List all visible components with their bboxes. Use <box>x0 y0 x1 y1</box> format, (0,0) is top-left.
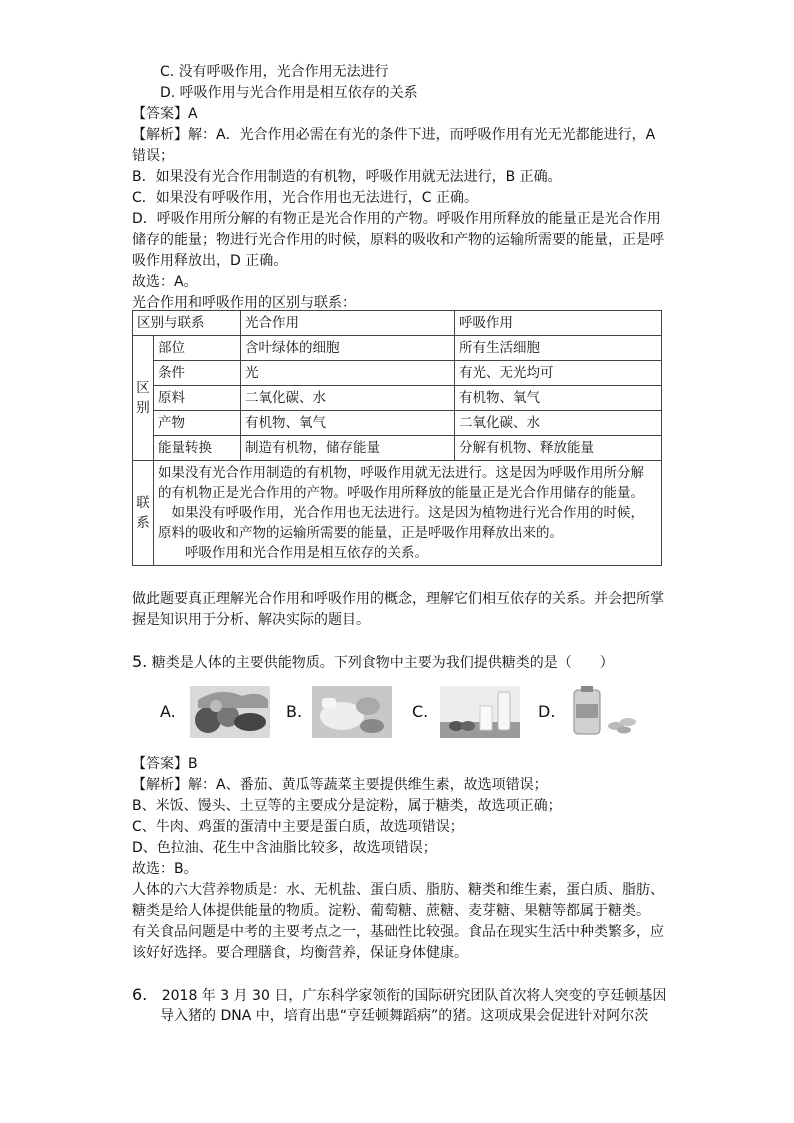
table-cell: 制造有机物，储存能量 <box>241 436 455 461</box>
table-cell: 有机物、氧气 <box>455 386 662 411</box>
analysis-line: C．如果没有呼吸作用，光合作用也无法进行，C 正确。 <box>132 190 478 206</box>
conclusion-line: 握是知识用于分析、解决实际的题目。 <box>132 612 370 628</box>
conclusion-line: 做此题要真正理解光合作用和呼吸作用的概念，理解它们相互依存的关系。并会把所掌 <box>132 591 664 607</box>
question-text: 糖类是人体的主要供能物质。下列食物中主要为我们提供糖类的是（ ） <box>151 655 614 671</box>
question-text: 2018 年 3 月 30 日，广东科学家领衔的国际研究团队首次将人突变的亨廷顿基因 <box>161 988 667 1004</box>
analysis-line: 有关食品问题是中考的主要考点之一，基础性比较强。食品在现实生活中种类繁多，应 <box>132 924 664 940</box>
table-cell: 有机物、氧气 <box>241 411 455 436</box>
analysis-line: 糖类是给人体提供能量的物质。淀粉、葡萄糖、蔗糖、麦芽糖、果糖等都属于糖类。 <box>132 903 650 919</box>
question-5-stem <box>132 652 614 673</box>
analysis-line: B．如果没有光合作用制造的有机物，呼吸作用就无法进行，B 正确。 <box>132 169 562 185</box>
analysis-line: 储存的能量；物进行光合作用的时候，原料的吸收和产物的运输所需要的能量，正是呼 <box>132 232 664 248</box>
analysis-line: C、牛肉、鸡蛋的蛋清中主要是蛋白质，故选项错误； <box>132 819 464 835</box>
table-cell: 二氧化碳、水 <box>241 386 455 411</box>
question-number: 6. <box>132 985 148 1004</box>
table-cell: 分解有机物、释放能量 <box>455 436 662 461</box>
option-d: D. 呼吸作用与光合作用是相互依存的关系 <box>160 85 418 101</box>
option-label: C. <box>412 702 429 721</box>
analysis-line: 人体的六大营养物质是：水、无机盐、蛋白质、脂肪、糖类和维生素，蛋白质、脂肪、 <box>132 882 664 898</box>
answer-prev: 【答案】A <box>132 106 198 122</box>
table-cell: 产物 <box>154 411 241 436</box>
analysis-line: D．呼吸作用所分解的有物正是光合作用的产物。呼吸作用所释放的能量正是光合作用 <box>132 211 661 227</box>
option-c: C. 没有呼吸作用，光合作用无法进行 <box>160 64 389 80</box>
table-row <box>133 411 662 436</box>
table-header-cell: 呼吸作用 <box>455 311 662 336</box>
table-cell: 原料 <box>154 386 241 411</box>
comparison-table <box>132 310 662 566</box>
table-cell: 有光、无光均可 <box>455 361 662 386</box>
table-cell: 部位 <box>154 336 241 361</box>
table-row <box>133 336 662 361</box>
analysis-line: 【解析】解：A、番茄、黄瓜等蔬菜主要提供维生素，故选项错误； <box>132 777 548 793</box>
table-row <box>133 436 662 461</box>
table-caption: 光合作用和呼吸作用的区别与联系： <box>132 295 356 311</box>
table-header-cell: 光合作用 <box>241 311 455 336</box>
table-row <box>133 386 662 411</box>
table-cell: 所有生活细胞 <box>455 336 662 361</box>
analysis-line: 故选：A。 <box>132 274 198 290</box>
oil-peanuts-image <box>564 686 644 738</box>
table-header-row <box>133 311 662 336</box>
question-number: 5. <box>132 652 148 671</box>
analysis-line: 该好好选择。要合理膳食，均衡营养，保证身体健康。 <box>132 945 468 961</box>
analysis-line: 错误； <box>132 148 174 164</box>
option-label: B. <box>286 702 303 721</box>
table-header-cell: 区别与联系 <box>133 311 241 336</box>
analysis-line: 吸作用释放出，D 正确。 <box>132 253 288 269</box>
option-label: A. <box>160 702 176 721</box>
table-cell: 能量转换 <box>154 436 241 461</box>
table-row <box>133 361 662 386</box>
analysis-line: 【解析】解：A．光合作用必需在有光的条件下进，而呼吸作用有光无光都能进行，A <box>132 127 656 143</box>
question-6-line <box>132 985 666 1006</box>
milk-eggs-image <box>440 686 520 738</box>
question-6-line: 导入猪的 DNA 中，培育出患“亨廷顿舞蹈病”的猪。这项成果会促进针对阿尔茨 <box>160 1008 649 1024</box>
table-cell: 条件 <box>154 361 241 386</box>
analysis-line: D、色拉油、花生中含油脂比较多，故选项错误； <box>132 840 437 856</box>
analysis-line: B、米饭、馒头、土豆等的主要成分是淀粉，属于糖类，故选项正确； <box>132 798 562 814</box>
analysis-line: 故选：B。 <box>132 861 198 877</box>
group-label-link: 联 系 <box>133 461 154 566</box>
link-paragraph: 如果没有光合作用制造的有机物，呼吸作用就无法进行。这是因为呼吸作用所分解 的有机物正是光合作用的产物。呼吸作用所释放的能量正是光合作用储存的能量。 如果没有呼吸作用，光合作用也无法进行。这是因为植物进行光合作用的时候， 原料的吸收和产物的运输所需要的能量，正是呼吸作用释放出来的。 呼吸作用和光合作用是相互依存的关系。 <box>154 461 662 566</box>
vegetables-image <box>190 686 270 738</box>
table-cell: 二氧化碳、水 <box>455 411 662 436</box>
table-cell: 含叶绿体的细胞 <box>241 336 455 361</box>
table-row <box>133 461 662 566</box>
group-label-diff: 区 别 <box>133 336 154 461</box>
starchy-food-image <box>312 686 392 738</box>
table-cell: 光 <box>241 361 455 386</box>
option-label: D. <box>538 702 556 721</box>
answer-q5: 【答案】B <box>132 756 198 772</box>
